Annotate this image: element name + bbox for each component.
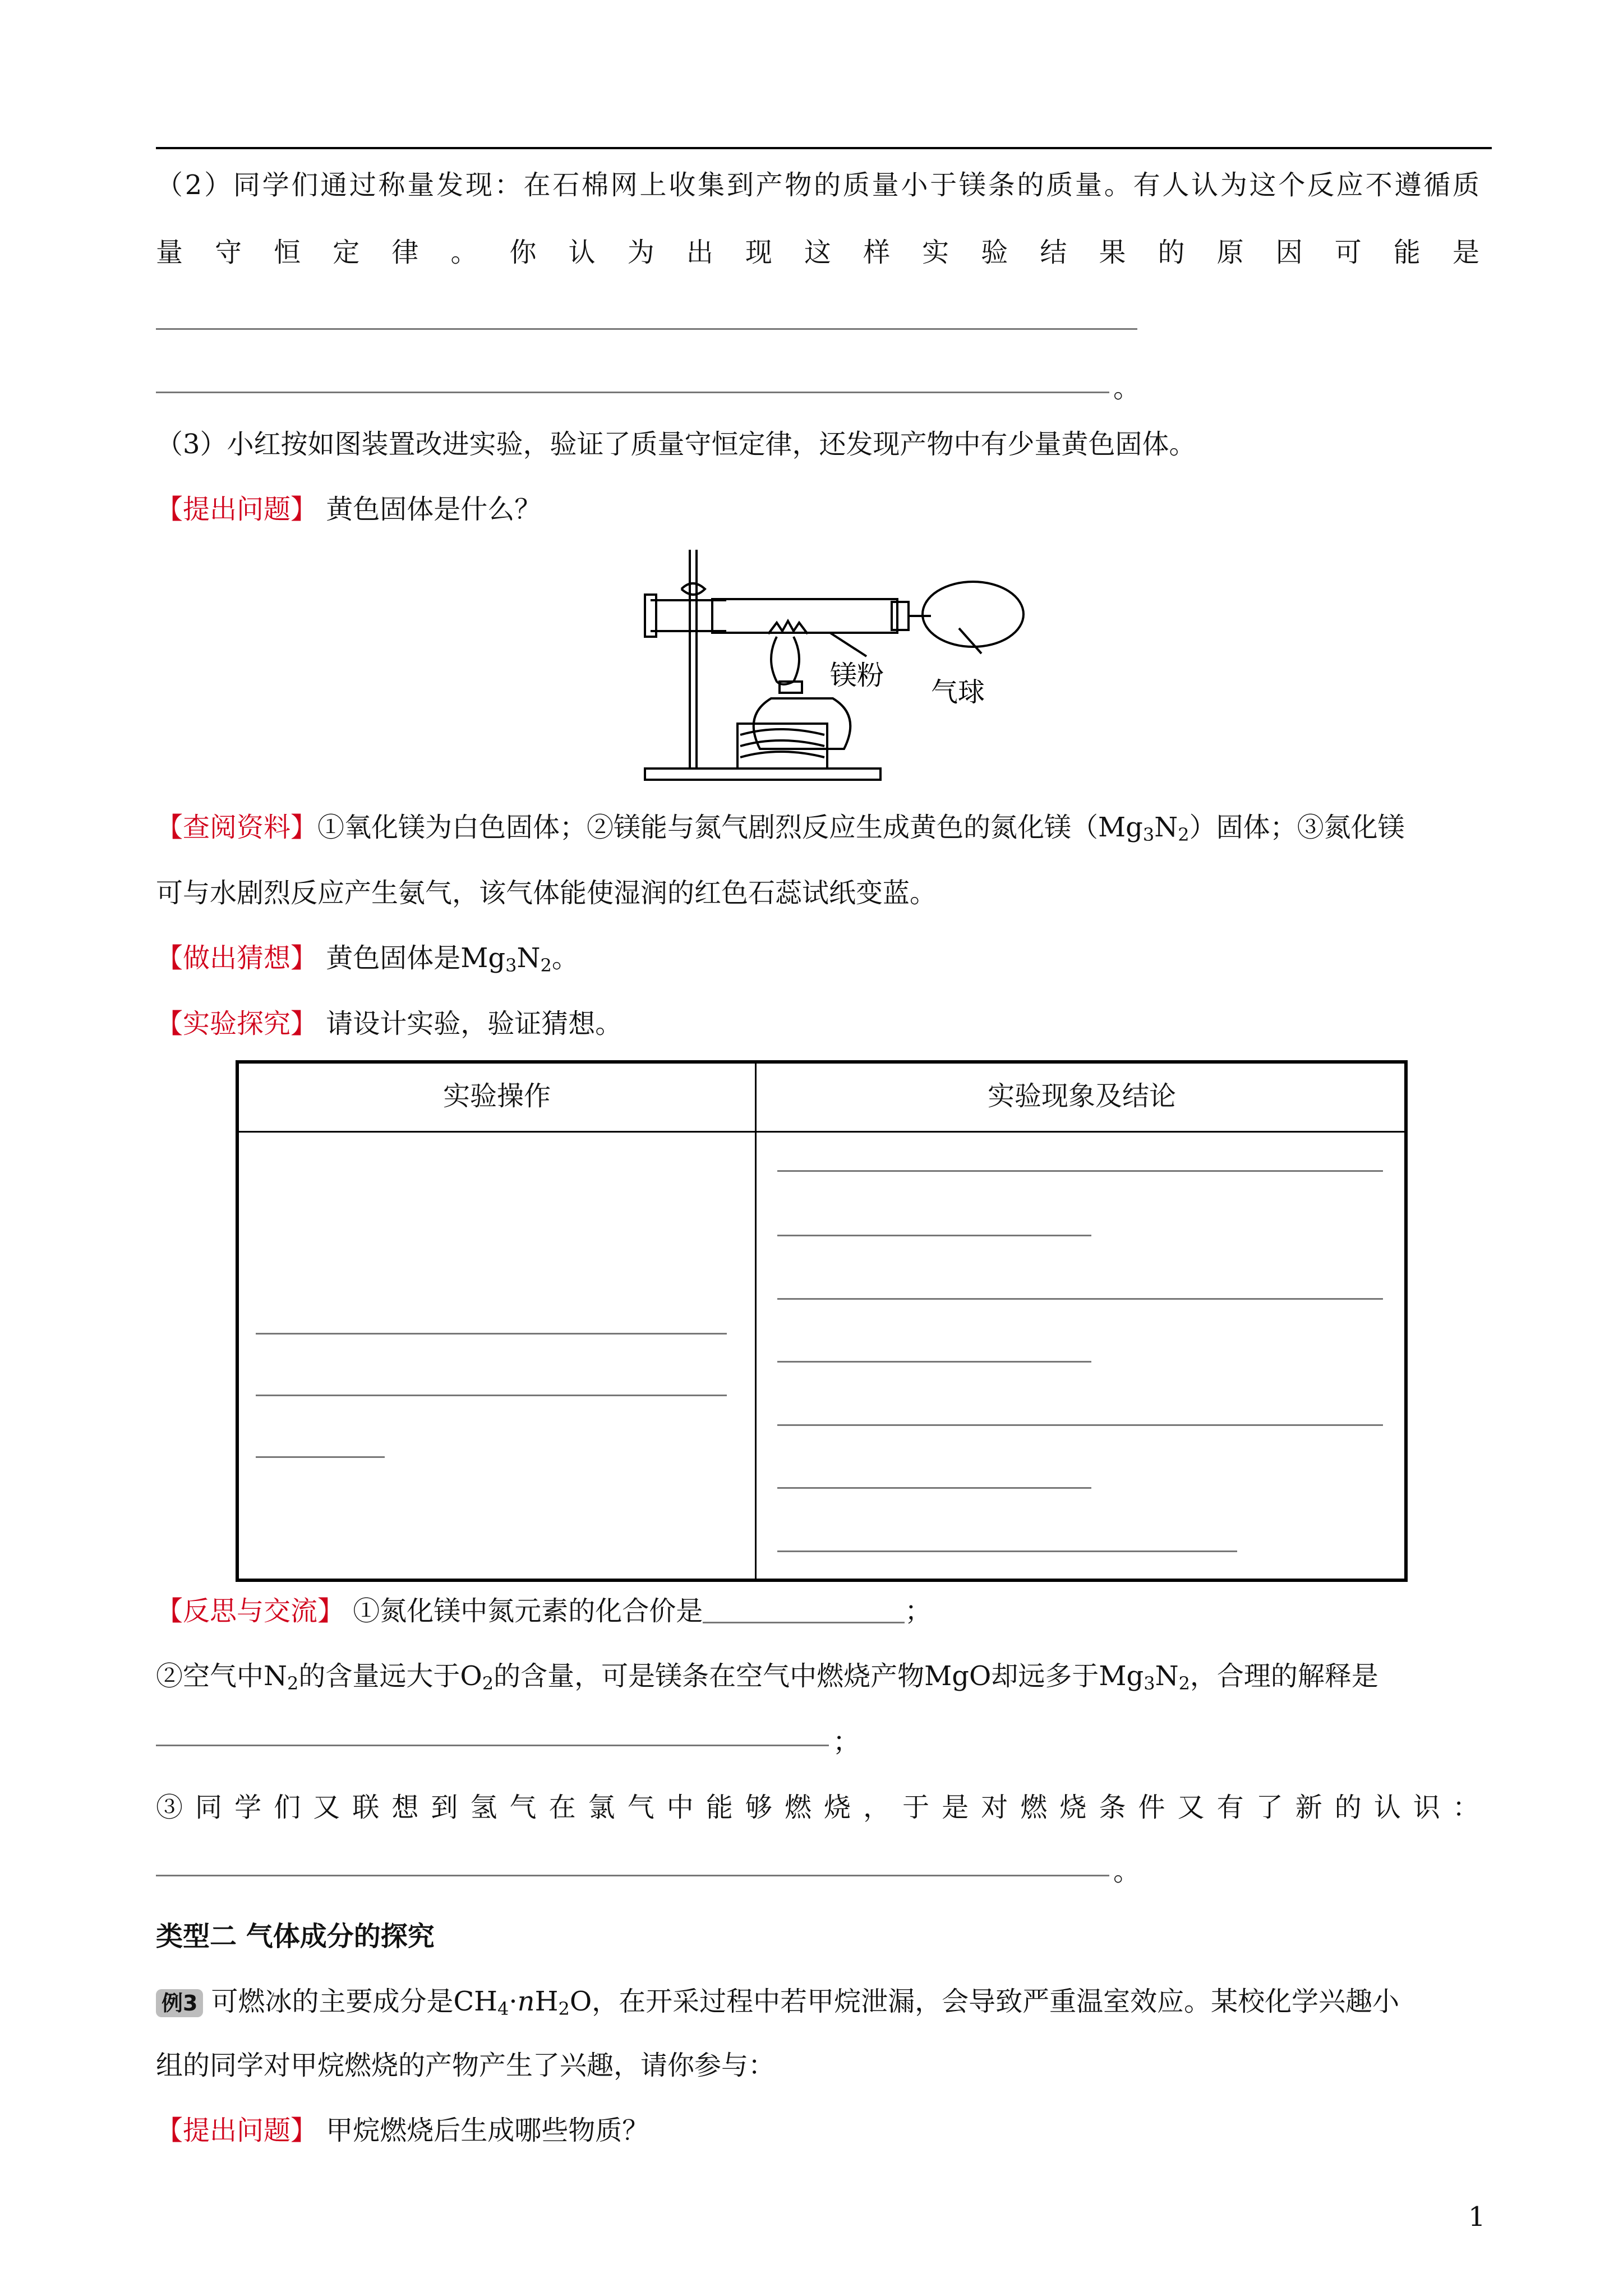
- q3-ask: [156, 493, 541, 526]
- subscript: 2: [1178, 1673, 1190, 1694]
- text: 可燃冰的主要成分是CH: [211, 1986, 498, 2017]
- text: ；: [905, 1595, 932, 1627]
- text: N: [1154, 812, 1178, 843]
- subscript: 2: [482, 1673, 494, 1694]
- ref-line1: [156, 811, 1405, 852]
- answer-blank[interactable]: [156, 328, 1137, 330]
- text: ）固体；③氮化镁: [1189, 812, 1405, 843]
- reflect-line1: [156, 1594, 932, 1628]
- subscript: 2: [558, 1998, 570, 2019]
- end-mark: 。: [1113, 372, 1141, 404]
- subscript: 2: [540, 955, 552, 976]
- q3-intro: （3）小红按如图装置改进实验，验证了质量守恒定律，还发现产物中有少量黄色固体。: [156, 429, 1196, 460]
- text: N: [517, 942, 541, 974]
- subscript: 2: [1178, 824, 1189, 845]
- answer-blank[interactable]: [156, 392, 1109, 393]
- text: 黄色固体是Mg: [326, 942, 506, 974]
- text: O，在开采过程中若甲烷泄漏，会导致严重温室效应。某校化学兴趣小: [569, 1986, 1400, 2017]
- end-mark: 。: [1113, 1856, 1141, 1887]
- answer-blank[interactable]: [156, 1745, 829, 1746]
- text: 的含量，可是镁条在空气中燃烧产物MgO却远多于Mg: [494, 1660, 1144, 1692]
- text: 请设计实验，验证猜想。: [326, 1008, 623, 1039]
- text: ②空气中N: [156, 1660, 288, 1692]
- example-ask: [156, 2114, 649, 2147]
- experiment-table: [236, 1060, 1408, 1582]
- page-number: 1: [1468, 2201, 1486, 2233]
- table-divider: [755, 1064, 757, 1579]
- table-header-result: 实验现象及结论: [987, 1080, 1176, 1112]
- answer-blank[interactable]: [777, 1550, 1237, 1552]
- section-tag: 【反思与交流】: [156, 1595, 345, 1627]
- q2-line2: 量守恒定律。你认为出现这样实验结果的原因可能是: [156, 237, 1479, 268]
- section-tag: 【提出问题】: [156, 494, 318, 525]
- section-title: 类型二 气体成分的探究: [156, 1921, 435, 1952]
- answer-blank[interactable]: [256, 1456, 385, 1458]
- text: 的含量远大于O: [298, 1660, 482, 1692]
- answer-blank[interactable]: [256, 1395, 727, 1396]
- apparatus-figure: [628, 539, 1032, 797]
- answer-blank[interactable]: [156, 1875, 1109, 1876]
- answer-blank[interactable]: [777, 1361, 1091, 1363]
- text: ①氮化镁中氮元素的化合价是: [353, 1595, 703, 1627]
- subscript: 3: [505, 955, 517, 976]
- table-header-operation: 实验操作: [442, 1080, 551, 1112]
- section-tag: 【做出猜想】: [156, 942, 318, 974]
- answer-blank[interactable]: [256, 1333, 727, 1335]
- subscript: 3: [1142, 824, 1155, 845]
- reflect-line3: ③同学们又联想到氢气在氯气中能够燃烧，于是对燃烧条件又有了新的认识：: [156, 1792, 1479, 1823]
- label-mg-powder: 镁粉: [830, 660, 884, 691]
- subscript: 2: [287, 1673, 299, 1694]
- header-rule: [156, 147, 1492, 149]
- text: 。: [551, 942, 579, 974]
- text: 甲烷燃烧后生成哪些物质？: [326, 2115, 649, 2146]
- answer-blank[interactable]: [777, 1235, 1091, 1236]
- end-mark: ；: [833, 1726, 860, 1757]
- text: ①氧化镁为白色固体；②镁能与氮气剧烈反应生成黄色的氮化镁（Mg: [317, 812, 1143, 843]
- exp-line: [156, 1007, 622, 1041]
- section-tag: 【实验探究】: [156, 1008, 318, 1039]
- text: ·: [509, 1986, 518, 2017]
- answer-blank[interactable]: [777, 1487, 1091, 1489]
- subscript: 3: [1144, 1673, 1155, 1694]
- q2-line1: （2）同学们通过称量发现：在石棉网上收集到产物的质量小于镁条的质量。有人认为这个反应不遵循质: [156, 169, 1479, 201]
- guess-line: [156, 941, 579, 982]
- section-tag: 【提出问题】: [156, 2115, 318, 2146]
- answer-blank[interactable]: [777, 1170, 1383, 1172]
- answer-blank[interactable]: [703, 1599, 905, 1623]
- table-divider: [239, 1131, 1404, 1133]
- label-balloon: 气球: [931, 677, 985, 708]
- answer-blank[interactable]: [777, 1424, 1383, 1426]
- text: n: [517, 1986, 535, 2017]
- ask-text: 黄色固体是什么？: [326, 494, 542, 525]
- example-badge: 例3: [156, 1989, 203, 2017]
- text: H: [534, 1986, 559, 2017]
- example-line2: 组的同学对甲烷燃烧的产物产生了兴趣，请你参与：: [156, 2050, 776, 2081]
- text: ，合理的解释是: [1189, 1660, 1378, 1692]
- subscript: 4: [497, 1998, 509, 2019]
- text: N: [1155, 1660, 1179, 1692]
- reflect-line2: [156, 1659, 1378, 1700]
- ref-line2: 可与水剧烈反应产生氨气，该气体能使湿润的红色石蕊试纸变蓝。: [156, 877, 937, 909]
- example-line1: [156, 1985, 1399, 2026]
- answer-blank[interactable]: [777, 1298, 1383, 1300]
- section-tag: 【查阅资料】: [156, 812, 318, 843]
